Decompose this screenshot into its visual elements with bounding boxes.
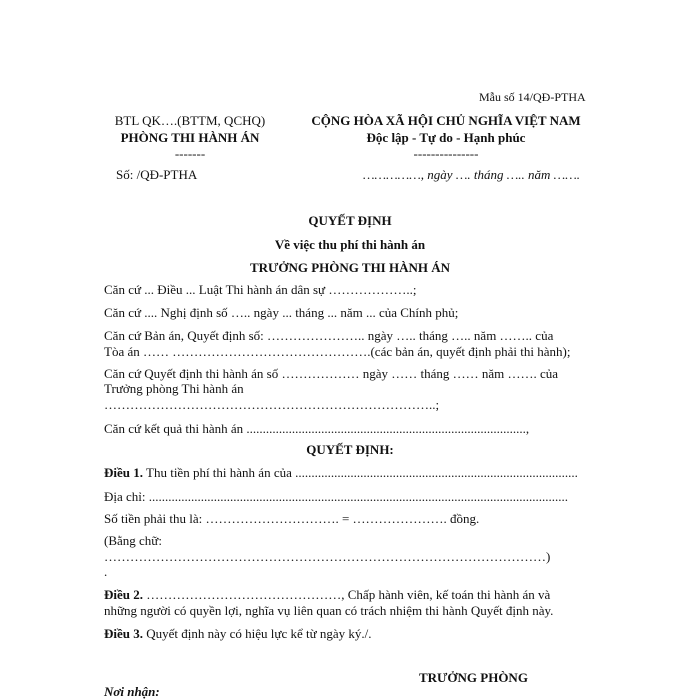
- article-2: [104, 587, 550, 603]
- left-header-underline: -------: [174, 146, 206, 161]
- basis-3-line-1: Căn cứ Bản án, Quyết định số: ………………….. ngày ….. tháng ….. năm …….. của: [104, 328, 554, 343]
- basis-4-line-1: Căn cứ Quyết định thi hành án số ……………… ngày …… tháng …… năm ……. của: [104, 366, 559, 381]
- form-code: Mẫu số 14/QĐ-PTHA: [479, 90, 586, 104]
- document-subject: Về việc thu phí thi hành án: [274, 237, 426, 252]
- amount-words-label: (Bằng chữ:: [104, 533, 162, 548]
- left-header: [105, 113, 275, 161]
- agency-line: BTL QK….(BTTM, QCHQ): [114, 113, 266, 128]
- right-header: [296, 113, 596, 161]
- article-3-label: Điều 3.: [104, 626, 143, 641]
- national-title: CỘNG HÒA XÃ HỘI CHỦ NGHĨA VIỆT NAM: [311, 113, 581, 128]
- article-1: [104, 465, 578, 481]
- national-motto: Độc lập - Tự do - Hạnh phúc: [366, 130, 526, 145]
- article-3: [104, 626, 372, 642]
- right-header-underline: ---------------: [413, 146, 479, 161]
- article-2-line-2: những người có quyền lợi, nghĩa vụ liên quan có trách nhiệm thi hành Quyết định này.: [104, 603, 554, 618]
- trailing-dot: .: [104, 564, 108, 579]
- place-date: ……………, ngày …. tháng ….. năm …….: [363, 167, 581, 182]
- basis-4-line-3: …………………………………………………………………..;: [104, 397, 440, 412]
- basis-3-line-2: Tòa án …… ……………………………………….(các bản án, quyết định phải thi hành);: [104, 344, 571, 359]
- department-name: PHÒNG THI HÀNH ÁN: [120, 130, 260, 145]
- document-title: QUYẾT ĐỊNH: [308, 213, 392, 228]
- recipients-label: Nơi nhận:: [104, 684, 160, 699]
- article-2-label: Điều 2.: [104, 587, 143, 602]
- article-1-label: Điều 1.: [104, 465, 143, 480]
- article-2-text: ………………………………………, Chấp hành viên, kế toán thi hành án và: [143, 587, 551, 602]
- basis-1: Căn cứ ... Điều ... Luật Thi hành án dân sự ………………..;: [104, 282, 417, 297]
- basis-5: Căn cứ kết quả thi hành án ......................................................................................,: [104, 421, 530, 436]
- basis-2: Căn cứ .... Nghị định số ….. ngày ... tháng ... năm ... của Chính phủ;: [104, 305, 459, 320]
- address-line: Địa chỉ: .................................................................................................................................: [104, 489, 569, 504]
- article-3-text: Quyết định này có hiệu lực kể từ ngày ký./.: [143, 626, 372, 641]
- amount-line: Số tiền phải thu là: …………………………. = …………………. đồng.: [104, 511, 480, 526]
- article-1-text: Thu tiền phí thi hành án của .......................................................................................: [143, 465, 578, 480]
- document-number: Số: /QĐ-PTHA: [116, 167, 198, 182]
- basis-4-line-2: Trưởng phòng Thi hành án: [104, 381, 244, 396]
- signer-title: TRƯỞNG PHÒNG: [419, 670, 528, 685]
- decision-heading: QUYẾT ĐỊNH:: [306, 442, 394, 457]
- amount-words-line: …………………………………………………………………………………………): [104, 549, 551, 564]
- issuing-authority: TRƯỞNG PHÒNG THI HÀNH ÁN: [249, 260, 451, 275]
